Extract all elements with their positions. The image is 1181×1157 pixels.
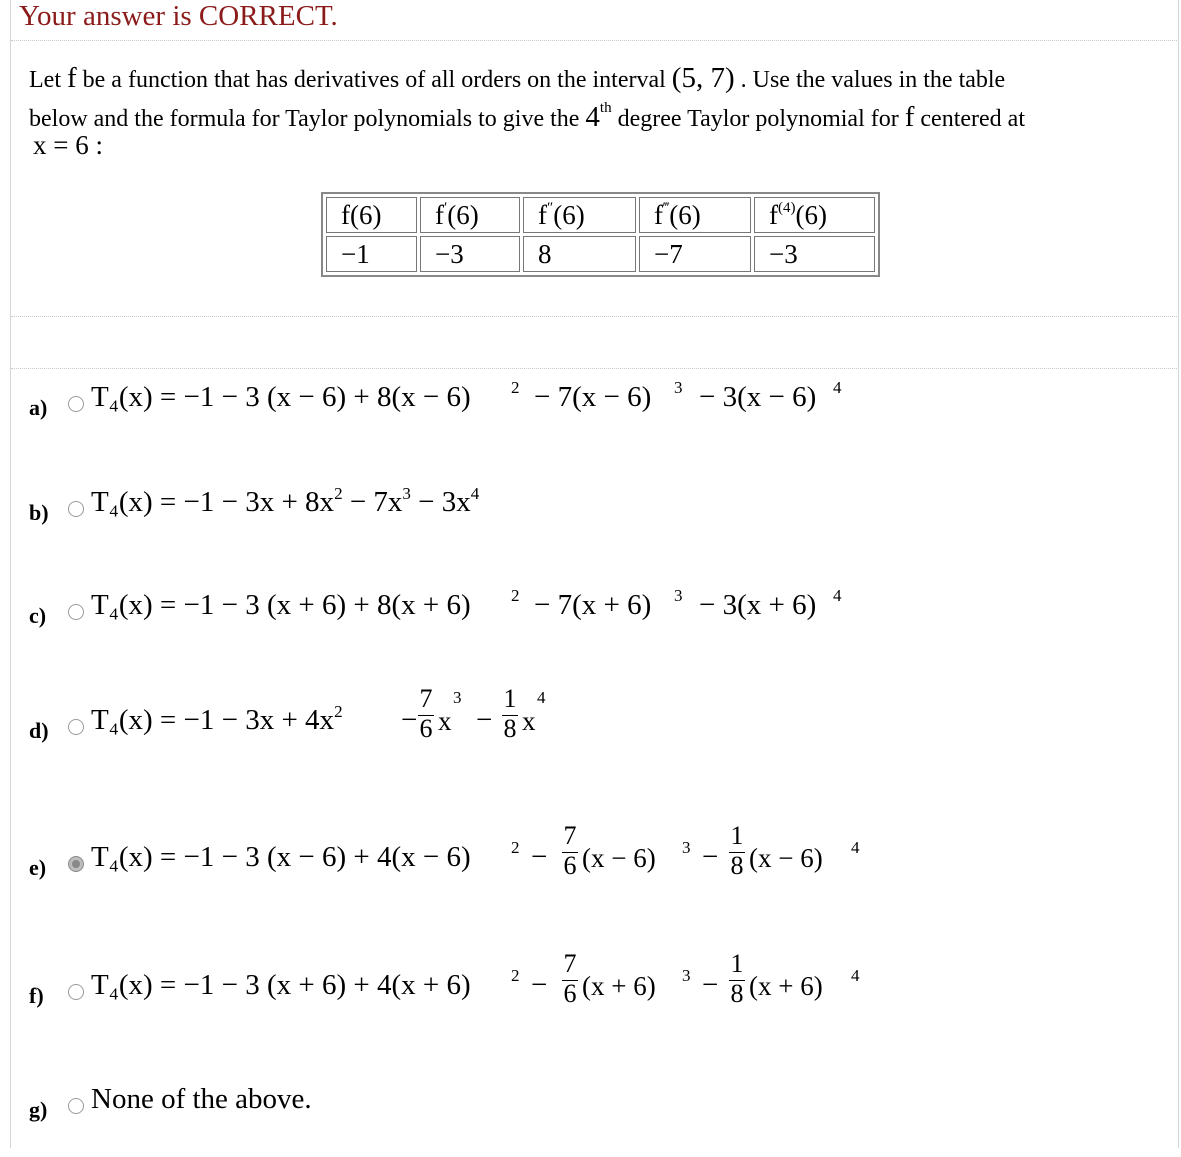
fraction-denominator: 6 [563,851,577,880]
fraction-numerator: 7 [563,949,577,978]
answer-status: Your answer is CORRECT. [19,0,338,32]
formula-term: − 3(x + 6) [699,589,817,621]
formula-term: (x + 6) [582,971,656,1001]
radio-button-d[interactable] [68,719,84,735]
table-header-cell: $f^{(4)}(6)$ [754,197,875,233]
formula-term: (x − 6) [582,843,656,873]
question-line-1 [29,62,1005,95]
formula-b: $T_4(x) = -1 - 3x + 8x^2 - 7x^3 - 3x^4$ [91,484,480,518]
minus-sign: − [531,841,548,873]
table-value-cell: 8 [523,236,636,272]
fraction-numerator: 1 [503,684,517,713]
fraction-numerator: 7 [563,821,577,850]
degree-suffix: th [599,100,612,116]
table-header-cell: f(6) [326,197,417,233]
exponent: 3 [674,586,683,605]
fraction-numerator: 7 [419,684,433,713]
table-value-cell: −1 [326,236,417,272]
table-value-cell: −3 [754,236,875,272]
exponent: 2 [511,966,520,985]
exponent: 3 [682,966,691,985]
radio-button-c[interactable] [68,604,84,620]
function-symbol: f [904,101,915,133]
fraction-denominator: 8 [730,979,744,1008]
exponent: 3 [453,688,462,707]
divider [11,316,1177,317]
radio-button-e-selected[interactable] [68,856,84,872]
formula-term: (x + 6) [749,971,823,1001]
degree-value: 4 [585,101,600,133]
option-text: None of the above. [91,1083,312,1115]
divider [11,368,1177,369]
variable: x [522,706,536,736]
minus-sign: − [531,969,548,1001]
exponent: 2 [511,378,520,397]
fraction-denominator: 8 [730,851,744,880]
fraction-numerator: 1 [730,821,744,850]
question-text: Let [29,67,67,93]
exponent: 4 [851,966,860,985]
exponent: 2 [511,586,520,605]
question-line-3: x = 6 : [33,130,103,160]
variable: x [438,706,452,736]
option-label: c) [29,603,47,628]
minus-sign: − [476,704,493,736]
option-label: d) [29,718,49,743]
option-label: a) [29,395,48,420]
radio-button-f[interactable] [68,984,84,1000]
minus-sign: − [401,704,418,736]
formula-c: T₄(x) = −1 − 3 (x + 6) + 8(x + 6) [91,589,471,621]
question-text: be a function that has derivatives of all orders on the interval [76,67,672,93]
formula-d: $T_4(x) = -1 - 3x + 4x^2$ [91,702,343,736]
table-header-cell: f′(6) [420,197,520,233]
table-value-cell: −3 [420,236,520,272]
interval: (5, 7) [671,62,735,94]
radio-button-g[interactable] [68,1098,84,1114]
option-label: e) [29,855,47,880]
table-value-row [326,236,875,272]
table-header-row [326,197,875,233]
minus-sign: − [702,841,719,873]
derivative-table [321,192,880,277]
formula-f: T₄(x) = −1 − 3 (x + 6) + 4(x + 6) [91,969,471,1001]
option-label: f) [29,983,44,1008]
fraction-numerator: 1 [730,949,744,978]
minus-sign: − [702,969,719,1001]
formula-term: − 7(x + 6) [534,589,652,621]
table-value-cell: −7 [639,236,751,272]
exponent: 4 [833,586,842,605]
formula-term: − 7(x − 6) [534,381,652,413]
exponent: 4 [537,688,546,707]
table-header-cell: f″(6) [523,197,636,233]
exponent: 3 [674,378,683,397]
question-text: degree Taylor polynomial for [611,106,905,132]
exponent: 4 [851,838,860,857]
fraction-denominator: 6 [419,714,433,743]
option-label: g) [29,1097,48,1122]
fraction-denominator: 8 [503,714,517,743]
question-text: centered at [914,106,1025,132]
radio-button-b[interactable] [68,501,84,517]
exponent: 4 [833,378,842,397]
divider [11,40,1177,41]
fraction-denominator: 6 [563,979,577,1008]
question-text: below and the formula for Taylor polynomials to give the [29,106,586,132]
radio-button-a[interactable] [68,396,84,412]
exponent: 3 [682,838,691,857]
table-header-cell: f‴(6) [639,197,751,233]
formula-term: (x − 6) [749,843,823,873]
exponent: 2 [511,838,520,857]
option-label: b) [29,500,49,525]
question-line-2 [29,101,1025,134]
formula-e: T₄(x) = −1 − 3 (x − 6) + 4(x − 6) [91,841,471,873]
formula-a: T₄(x) = −1 − 3 (x − 6) + 8(x − 6) [91,381,471,413]
question-text: . Use the values in the table [734,67,1006,93]
function-symbol: f [66,62,77,94]
formula-term: − 3(x − 6) [699,381,817,413]
